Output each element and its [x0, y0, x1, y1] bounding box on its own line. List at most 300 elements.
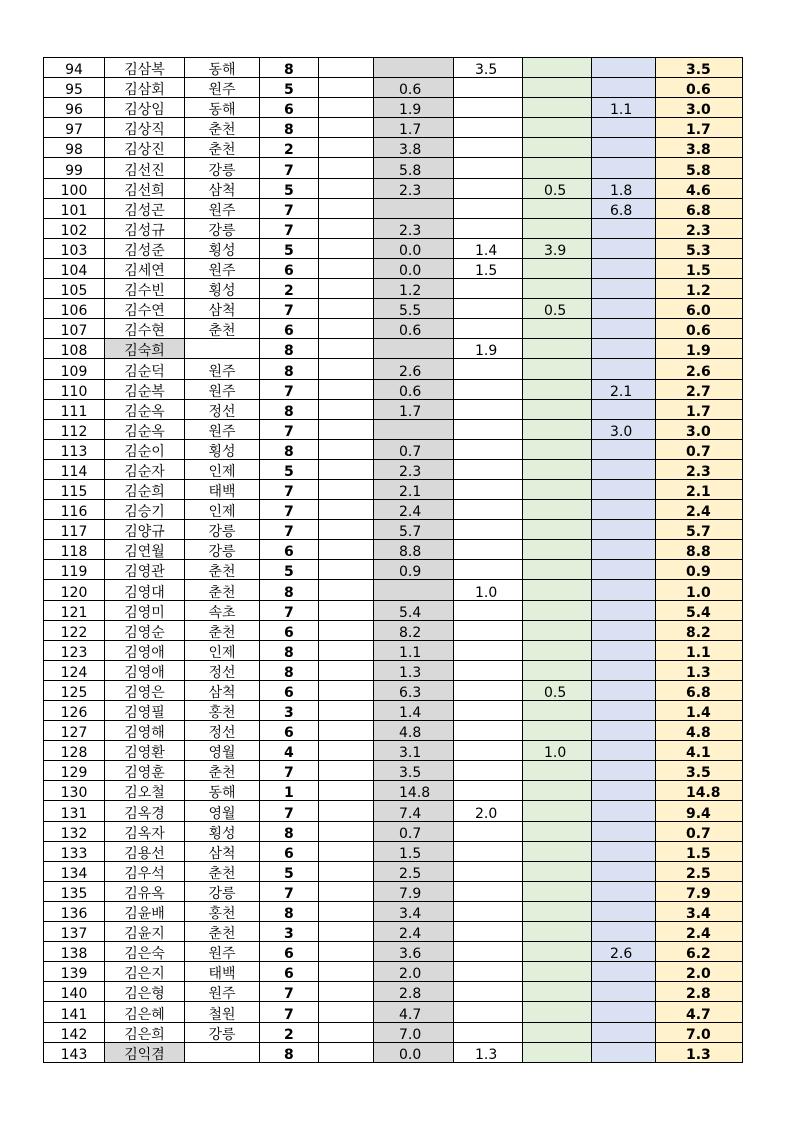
value-gray-cell: 5.7 [374, 520, 454, 540]
blank-cell [319, 279, 374, 299]
region-cell: 춘천 [185, 580, 260, 600]
row-number-cell: 121 [44, 600, 105, 620]
value-gray-cell [374, 339, 454, 359]
region-cell: 속초 [185, 600, 260, 620]
total-cell: 5.3 [656, 238, 743, 258]
value-blue-cell [592, 78, 656, 98]
total-cell: 1.5 [656, 258, 743, 278]
table-row [44, 600, 743, 620]
total-cell: 2.8 [656, 982, 743, 1002]
value-gray-cell: 14.8 [374, 781, 454, 801]
row-number-cell: 139 [44, 962, 105, 982]
blank-cell [319, 680, 374, 700]
name-cell: 김상진 [105, 138, 185, 158]
row-number-cell: 120 [44, 580, 105, 600]
total-cell: 1.3 [656, 1042, 743, 1062]
value-blue-cell [592, 620, 656, 640]
table-row [44, 560, 743, 580]
total-cell: 6.8 [656, 680, 743, 700]
value-green-cell [523, 861, 592, 881]
name-cell: 김은형 [105, 982, 185, 1002]
total-cell: 2.7 [656, 379, 743, 399]
name-cell: 김영필 [105, 701, 185, 721]
value-gray-cell: 3.6 [374, 942, 454, 962]
blank-cell [319, 479, 374, 499]
value-green-cell [523, 118, 592, 138]
grade-cell: 8 [260, 439, 319, 459]
value-green-cell [523, 138, 592, 158]
value-white-cell [454, 660, 523, 680]
value-gray-cell: 0.6 [374, 379, 454, 399]
value-white-cell [454, 399, 523, 419]
region-cell: 삼척 [185, 178, 260, 198]
grade-cell: 5 [260, 78, 319, 98]
row-number-cell: 114 [44, 459, 105, 479]
table-row [44, 1022, 743, 1042]
value-gray-cell: 1.4 [374, 701, 454, 721]
value-blue-cell: 3.0 [592, 419, 656, 439]
blank-cell [319, 620, 374, 640]
value-gray-cell: 1.5 [374, 841, 454, 861]
row-number-cell: 94 [44, 58, 105, 78]
value-blue-cell [592, 238, 656, 258]
row-number-cell: 111 [44, 399, 105, 419]
value-blue-cell [592, 841, 656, 861]
grade-cell: 3 [260, 922, 319, 942]
value-white-cell [454, 821, 523, 841]
row-number-cell: 126 [44, 701, 105, 721]
name-cell: 김삼복 [105, 58, 185, 78]
table-row [44, 198, 743, 218]
region-cell: 춘천 [185, 118, 260, 138]
value-white-cell [454, 279, 523, 299]
total-cell: 0.7 [656, 821, 743, 841]
value-blue-cell [592, 660, 656, 680]
table-row [44, 640, 743, 660]
value-white-cell [454, 158, 523, 178]
blank-cell [319, 399, 374, 419]
value-gray-cell: 7.4 [374, 801, 454, 821]
value-green-cell [523, 1002, 592, 1022]
table-row [44, 419, 743, 439]
name-cell: 김순복 [105, 379, 185, 399]
value-green-cell [523, 580, 592, 600]
value-gray-cell: 2.8 [374, 982, 454, 1002]
value-white-cell [454, 479, 523, 499]
total-cell: 3.0 [656, 419, 743, 439]
region-cell [185, 339, 260, 359]
total-cell: 2.0 [656, 962, 743, 982]
value-gray-cell: 5.4 [374, 600, 454, 620]
row-number-cell: 108 [44, 339, 105, 359]
value-white-cell [454, 640, 523, 660]
grade-cell: 8 [260, 580, 319, 600]
blank-cell [319, 962, 374, 982]
name-cell: 김성준 [105, 238, 185, 258]
value-blue-cell [592, 781, 656, 801]
total-cell: 0.6 [656, 319, 743, 339]
value-white-cell [454, 942, 523, 962]
total-cell: 5.8 [656, 158, 743, 178]
region-cell: 춘천 [185, 319, 260, 339]
grade-cell: 2 [260, 138, 319, 158]
value-gray-cell [374, 419, 454, 439]
grade-cell: 7 [260, 218, 319, 238]
value-green-cell: 3.9 [523, 238, 592, 258]
blank-cell [319, 881, 374, 901]
blank-cell [319, 500, 374, 520]
table-row [44, 620, 743, 640]
total-cell: 7.9 [656, 881, 743, 901]
value-white-cell [454, 500, 523, 520]
value-gray-cell: 1.3 [374, 660, 454, 680]
value-gray-cell: 2.0 [374, 962, 454, 982]
row-number-cell: 110 [44, 379, 105, 399]
grade-cell: 4 [260, 741, 319, 761]
value-gray-cell: 2.3 [374, 218, 454, 238]
value-green-cell [523, 279, 592, 299]
blank-cell [319, 158, 374, 178]
row-number-cell: 98 [44, 138, 105, 158]
row-number-cell: 97 [44, 118, 105, 138]
value-green-cell [523, 1022, 592, 1042]
name-cell: 김순희 [105, 479, 185, 499]
row-number-cell: 129 [44, 761, 105, 781]
total-cell: 3.5 [656, 58, 743, 78]
value-white-cell [454, 701, 523, 721]
name-cell: 김우석 [105, 861, 185, 881]
blank-cell [319, 540, 374, 560]
value-white-cell [454, 118, 523, 138]
value-green-cell [523, 258, 592, 278]
blank-cell [319, 640, 374, 660]
table-row [44, 660, 743, 680]
value-blue-cell [592, 580, 656, 600]
row-number-cell: 142 [44, 1022, 105, 1042]
value-blue-cell [592, 741, 656, 761]
value-green-cell [523, 419, 592, 439]
row-number-cell: 124 [44, 660, 105, 680]
value-blue-cell [592, 58, 656, 78]
value-blue-cell [592, 299, 656, 319]
row-number-cell: 138 [44, 942, 105, 962]
grade-cell: 8 [260, 118, 319, 138]
region-cell: 강릉 [185, 881, 260, 901]
value-gray-cell: 8.2 [374, 620, 454, 640]
value-gray-cell: 8.8 [374, 540, 454, 560]
blank-cell [319, 459, 374, 479]
region-cell: 동해 [185, 781, 260, 801]
value-gray-cell: 7.0 [374, 1022, 454, 1042]
value-green-cell [523, 1042, 592, 1062]
value-white-cell [454, 620, 523, 640]
value-white-cell [454, 721, 523, 741]
row-number-cell: 109 [44, 359, 105, 379]
value-gray-cell: 1.9 [374, 98, 454, 118]
blank-cell [319, 901, 374, 921]
region-cell: 원주 [185, 982, 260, 1002]
total-cell: 14.8 [656, 781, 743, 801]
name-cell: 김오철 [105, 781, 185, 801]
blank-cell [319, 600, 374, 620]
table-row [44, 279, 743, 299]
value-white-cell [454, 540, 523, 560]
value-white-cell [454, 922, 523, 942]
value-green-cell [523, 500, 592, 520]
region-cell: 인제 [185, 500, 260, 520]
name-cell: 김성곤 [105, 198, 185, 218]
grade-cell: 2 [260, 1022, 319, 1042]
grade-cell: 7 [260, 1002, 319, 1022]
value-blue-cell [592, 500, 656, 520]
name-cell: 김영순 [105, 620, 185, 640]
row-number-cell: 141 [44, 1002, 105, 1022]
value-white-cell: 2.0 [454, 801, 523, 821]
region-cell: 강릉 [185, 158, 260, 178]
table-row [44, 942, 743, 962]
region-cell: 정선 [185, 660, 260, 680]
table-row [44, 922, 743, 942]
name-cell: 김윤배 [105, 901, 185, 921]
value-green-cell [523, 439, 592, 459]
value-green-cell [523, 58, 592, 78]
total-cell: 1.7 [656, 399, 743, 419]
grade-cell: 7 [260, 479, 319, 499]
table-row [44, 500, 743, 520]
name-cell: 김영해 [105, 721, 185, 741]
name-cell: 김용선 [105, 841, 185, 861]
row-number-cell: 140 [44, 982, 105, 1002]
value-gray-cell [374, 580, 454, 600]
name-cell: 김옥경 [105, 801, 185, 821]
blank-cell [319, 560, 374, 580]
value-green-cell [523, 761, 592, 781]
total-cell: 7.0 [656, 1022, 743, 1042]
row-number-cell: 96 [44, 98, 105, 118]
value-white-cell [454, 459, 523, 479]
name-cell: 김영미 [105, 600, 185, 620]
grade-cell: 3 [260, 701, 319, 721]
region-cell: 인제 [185, 459, 260, 479]
row-number-cell: 101 [44, 198, 105, 218]
value-green-cell [523, 520, 592, 540]
name-cell: 김영관 [105, 560, 185, 580]
table-row [44, 701, 743, 721]
name-cell: 김상직 [105, 118, 185, 138]
row-number-cell: 128 [44, 741, 105, 761]
value-white-cell: 1.0 [454, 580, 523, 600]
row-number-cell: 103 [44, 238, 105, 258]
value-gray-cell: 0.9 [374, 560, 454, 580]
table-row [44, 580, 743, 600]
blank-cell [319, 701, 374, 721]
total-cell: 3.4 [656, 901, 743, 921]
name-cell: 김순덕 [105, 359, 185, 379]
blank-cell [319, 218, 374, 238]
value-gray-cell [374, 198, 454, 218]
name-cell: 김영훈 [105, 761, 185, 781]
name-cell: 김은지 [105, 962, 185, 982]
row-number-cell: 115 [44, 479, 105, 499]
region-cell: 원주 [185, 379, 260, 399]
value-white-cell [454, 178, 523, 198]
value-green-cell: 0.5 [523, 680, 592, 700]
value-blue-cell [592, 721, 656, 741]
grade-cell: 8 [260, 359, 319, 379]
region-cell: 춘천 [185, 922, 260, 942]
row-number-cell: 116 [44, 500, 105, 520]
value-green-cell: 0.5 [523, 299, 592, 319]
name-cell: 김성규 [105, 218, 185, 238]
region-cell: 원주 [185, 198, 260, 218]
table-row [44, 982, 743, 1002]
row-number-cell: 136 [44, 901, 105, 921]
total-cell: 6.0 [656, 299, 743, 319]
blank-cell [319, 178, 374, 198]
value-gray-cell: 3.4 [374, 901, 454, 921]
value-white-cell: 1.9 [454, 339, 523, 359]
table-row [44, 881, 743, 901]
row-number-cell: 118 [44, 540, 105, 560]
table-row [44, 1002, 743, 1022]
value-white-cell [454, 419, 523, 439]
value-green-cell [523, 198, 592, 218]
region-cell: 삼척 [185, 680, 260, 700]
name-cell: 김상임 [105, 98, 185, 118]
value-blue-cell: 2.6 [592, 942, 656, 962]
blank-cell [319, 138, 374, 158]
value-green-cell [523, 922, 592, 942]
value-white-cell [454, 218, 523, 238]
name-cell: 김세연 [105, 258, 185, 278]
value-white-cell: 3.5 [454, 58, 523, 78]
region-cell: 강릉 [185, 1022, 260, 1042]
total-cell: 4.7 [656, 1002, 743, 1022]
table-row [44, 238, 743, 258]
value-green-cell [523, 479, 592, 499]
table-row [44, 821, 743, 841]
region-cell: 철원 [185, 1002, 260, 1022]
blank-cell [319, 861, 374, 881]
value-gray-cell: 5.5 [374, 299, 454, 319]
table-row [44, 741, 743, 761]
total-cell: 1.7 [656, 118, 743, 138]
region-cell: 정선 [185, 399, 260, 419]
value-green-cell [523, 600, 592, 620]
grade-cell: 8 [260, 821, 319, 841]
blank-cell [319, 922, 374, 942]
grade-cell: 6 [260, 258, 319, 278]
table-row [44, 761, 743, 781]
name-cell: 김옥자 [105, 821, 185, 841]
value-blue-cell: 1.1 [592, 98, 656, 118]
value-blue-cell [592, 640, 656, 660]
value-white-cell [454, 1022, 523, 1042]
total-cell: 4.6 [656, 178, 743, 198]
value-green-cell [523, 801, 592, 821]
blank-cell [319, 258, 374, 278]
grade-cell: 7 [260, 520, 319, 540]
value-green-cell [523, 982, 592, 1002]
value-gray-cell: 0.6 [374, 78, 454, 98]
table-row [44, 801, 743, 821]
table-row [44, 339, 743, 359]
total-cell: 9.4 [656, 801, 743, 821]
total-cell: 2.3 [656, 459, 743, 479]
value-white-cell [454, 359, 523, 379]
grade-cell: 8 [260, 399, 319, 419]
name-cell: 김영애 [105, 640, 185, 660]
table-row [44, 78, 743, 98]
value-blue-cell [592, 339, 656, 359]
region-cell: 춘천 [185, 560, 260, 580]
table-row [44, 540, 743, 560]
name-cell: 김영은 [105, 680, 185, 700]
table-row [44, 479, 743, 499]
total-cell: 1.0 [656, 580, 743, 600]
value-green-cell [523, 962, 592, 982]
region-cell: 강릉 [185, 540, 260, 560]
grade-cell: 7 [260, 379, 319, 399]
value-white-cell [454, 761, 523, 781]
grade-cell: 5 [260, 861, 319, 881]
value-green-cell [523, 781, 592, 801]
row-number-cell: 133 [44, 841, 105, 861]
blank-cell [319, 660, 374, 680]
value-gray-cell: 0.7 [374, 439, 454, 459]
total-cell: 0.6 [656, 78, 743, 98]
grade-cell: 1 [260, 781, 319, 801]
blank-cell [319, 359, 374, 379]
row-number-cell: 143 [44, 1042, 105, 1062]
value-green-cell [523, 660, 592, 680]
value-gray-cell: 0.0 [374, 1042, 454, 1062]
total-cell: 4.8 [656, 721, 743, 741]
row-number-cell: 100 [44, 178, 105, 198]
blank-cell [319, 1002, 374, 1022]
total-cell: 2.3 [656, 218, 743, 238]
data-table [43, 57, 743, 1063]
value-gray-cell: 2.3 [374, 459, 454, 479]
grade-cell: 6 [260, 98, 319, 118]
row-number-cell: 137 [44, 922, 105, 942]
value-green-cell [523, 158, 592, 178]
name-cell: 김순옥 [105, 419, 185, 439]
grade-cell: 6 [260, 620, 319, 640]
blank-cell [319, 319, 374, 339]
name-cell: 김선희 [105, 178, 185, 198]
value-gray-cell: 0.7 [374, 821, 454, 841]
row-number-cell: 122 [44, 620, 105, 640]
table-row [44, 861, 743, 881]
value-gray-cell: 2.6 [374, 359, 454, 379]
total-cell: 8.2 [656, 620, 743, 640]
value-blue-cell [592, 459, 656, 479]
value-blue-cell [592, 881, 656, 901]
grade-cell: 6 [260, 962, 319, 982]
row-number-cell: 113 [44, 439, 105, 459]
value-blue-cell [592, 801, 656, 821]
table-row [44, 178, 743, 198]
value-white-cell [454, 841, 523, 861]
region-cell: 원주 [185, 258, 260, 278]
value-white-cell [454, 781, 523, 801]
table-row [44, 962, 743, 982]
value-gray-cell: 0.6 [374, 319, 454, 339]
grade-cell: 5 [260, 560, 319, 580]
value-gray-cell: 4.8 [374, 721, 454, 741]
total-cell: 3.5 [656, 761, 743, 781]
